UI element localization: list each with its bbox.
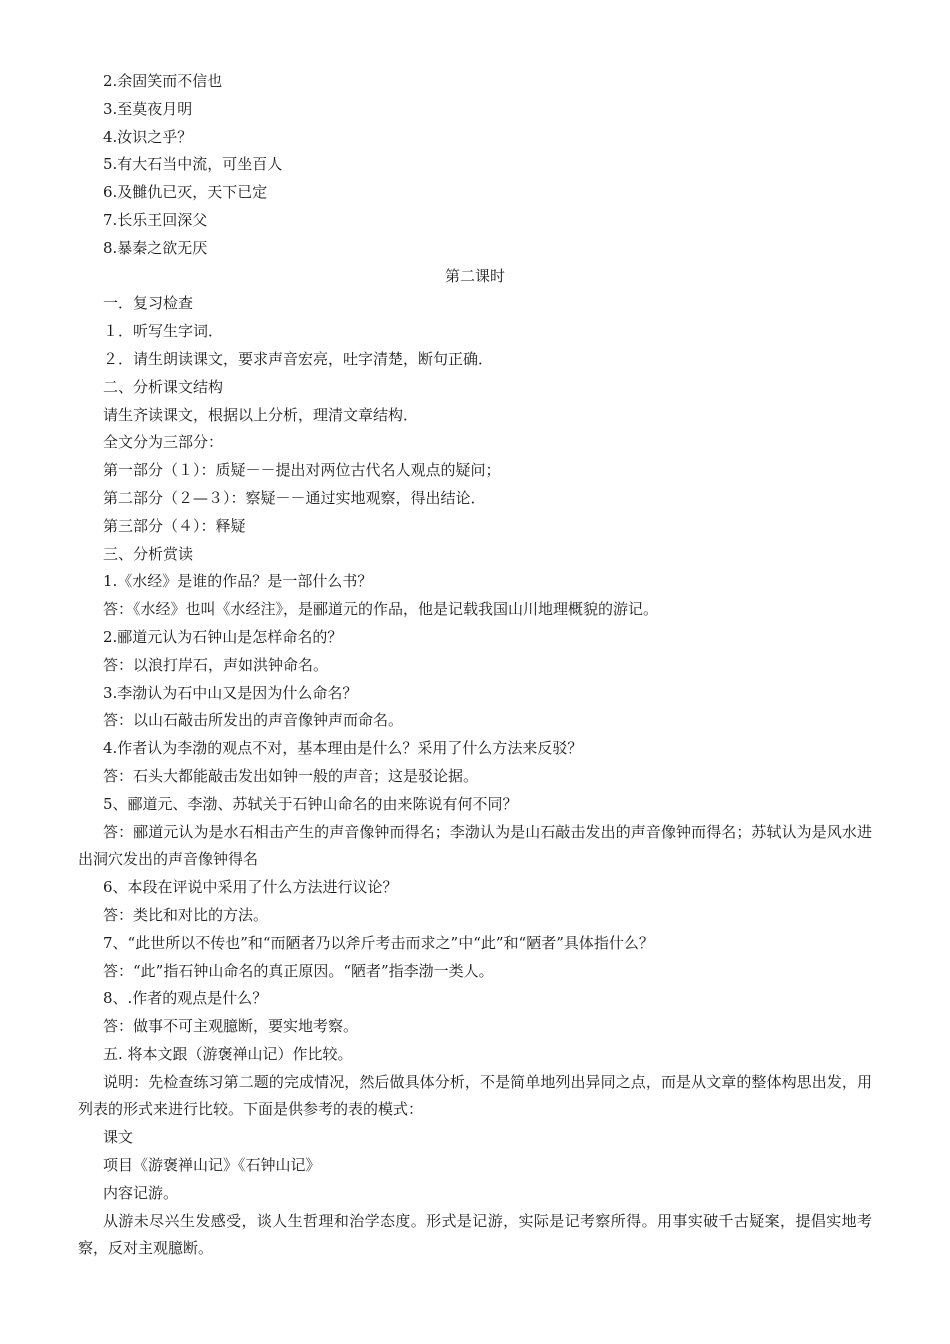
answer-paragraph: 答：郦道元认为是水石相击产生的声音像钟而得名；李渤认为是山石敲击发出的声音像钟而得名；苏轼认为是风水进出洞穴发出的声音像钟得名 (78, 822, 872, 869)
question: 8、.作者的观点是什么？ (103, 989, 268, 1008)
structure-heading: 二、分析课文结构 (103, 377, 224, 396)
answer: 答：以山石敲击所发出的声音像钟声而命名。 (103, 711, 404, 730)
answer: 答：做事不可主观臆断，要实地考察。 (103, 1017, 359, 1036)
comparison-items-row: 项目《游褒禅山记》《石钟山记》 (103, 1156, 321, 1175)
question: 6、本段在评说中采用了什么方法进行议论？ (103, 878, 398, 897)
question: 5、郦道元、李渤、苏轼关于石钟山命名的由来陈说有何不同？ (103, 794, 518, 813)
question: 2.郦道元认为石钟山是怎样命名的？ (103, 627, 343, 646)
appreciation-heading: 三、分析赏读 (103, 544, 194, 563)
question: 3.李渤认为石中山又是因为什么命名？ (103, 683, 358, 702)
text-line: 6.及雠仇已灭，天下已定 (103, 183, 268, 202)
comparison-note: 说明：先检查练习第二题的完成情况，然后做具体分析，不是简单地列出异同之点，而是从文章的整体构思出发，用列表的形式来进行比较。下面是供参考的表的模式： (78, 1072, 872, 1119)
answer: 答：《水经》也叫《水经注》，是郦道元的作品，他是记载我国山川地理概貌的游记。 (103, 600, 659, 619)
question: 7、“此世所以不传也”和“而陋者乃以斧斤考击而求之”中“此”和“陋者”具体指什么？ (103, 933, 654, 952)
review-heading: 一．复习检查 (103, 294, 194, 313)
answer: 答：“此”指石钟山命名的真正原因。“陋者”指李渤一类人。 (103, 961, 494, 980)
review-item: ２．请生朗读课文，要求声音宏亮，吐字清楚，断句正确． (103, 349, 494, 368)
comparison-summary: 从游未尽兴生发感受，谈人生哲理和治学态度。形式是记游，实际是记考察所得。用事实破千古疑案，提倡实地考察，反对主观臆断。 (78, 1211, 872, 1258)
answer: 答：类比和对比的方法。 (103, 905, 269, 924)
answer: 答：以浪打岸石，声如洪钟命名。 (103, 655, 329, 674)
review-item: １．听写生字词． (103, 322, 224, 341)
comparison-label: 课文 (103, 1128, 134, 1147)
structure-part: 第二部分（２—３）：察疑－－通过实地观察，得出结论． (103, 488, 486, 507)
structure-part: 第一部分（１）：质疑－－提出对两位古代名人观点的疑问； (103, 461, 501, 480)
comparison-content-row: 内容记游。 (103, 1183, 179, 1202)
text-line: 8.暴秦之欲无厌 (103, 238, 208, 257)
text-line: 7.长乐王回深父 (103, 210, 208, 229)
text-line: 4.汝识之乎？ (103, 127, 193, 146)
structure-parts-intro: 全文分为三部分： (103, 433, 224, 452)
question: 1.《水经》是谁的作品？是一部什么书？ (103, 572, 373, 591)
structure-part: 第三部分（４）：释疑 (103, 516, 246, 535)
structure-intro: 请生齐读课文，根据以上分析，理清文章结构． (103, 405, 419, 424)
section-title: 第二课时 (444, 266, 505, 285)
question: 4.作者认为李渤的观点不对，基本理由是什么？采用了什么方法来反驳？ (103, 739, 583, 758)
text-line: 3.至莫夜月明 (103, 99, 193, 118)
answer: 答：石头大都能敲击发出如钟一般的声音；这是驳论据。 (103, 766, 479, 785)
comparison-heading: 五. 将本文跟（游褒禅山记）作比较。 (103, 1044, 353, 1063)
text-line: 2.余固笑而不信也 (103, 72, 223, 90)
text-line: 5.有大石当中流，可坐百人 (103, 155, 283, 174)
